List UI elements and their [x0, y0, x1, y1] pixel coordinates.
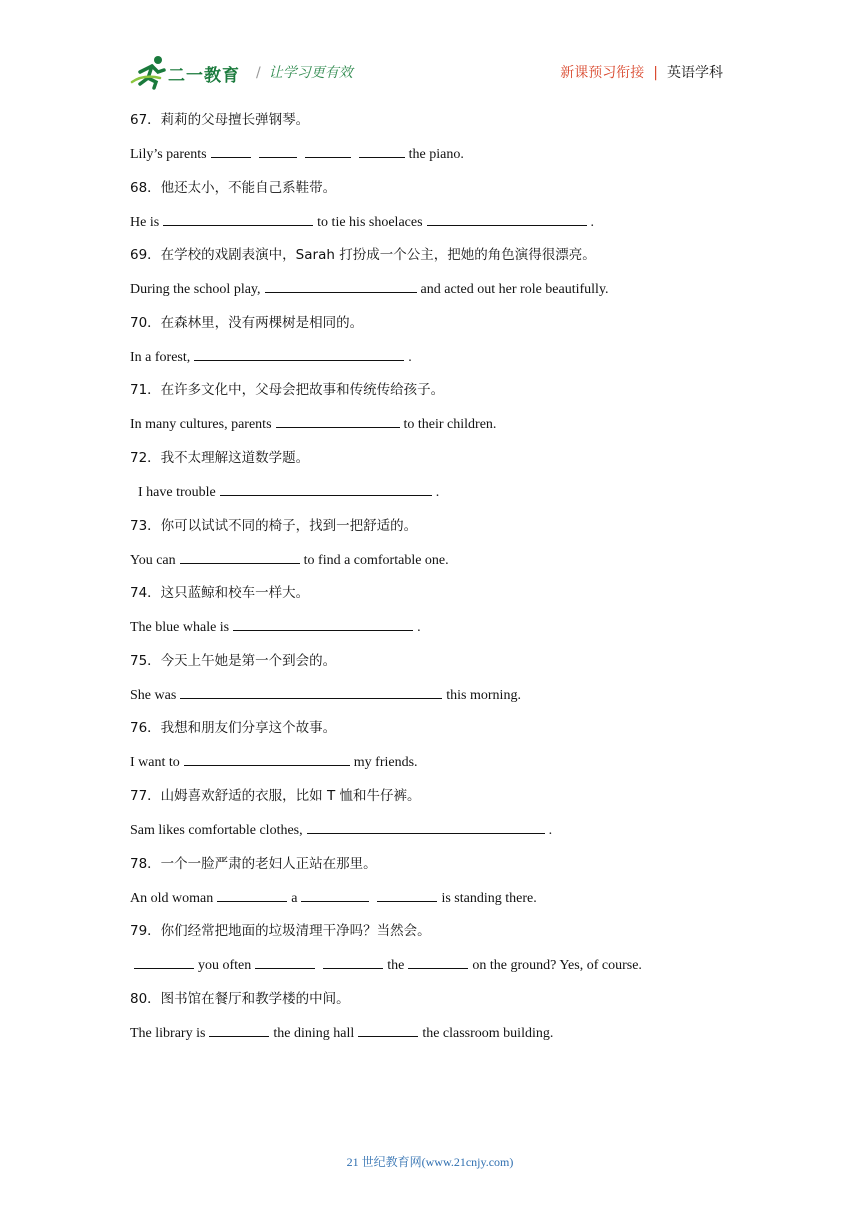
answer-blank[interactable] [134, 955, 194, 969]
sentence-fragment: you often [198, 958, 252, 974]
answer-blank[interactable] [427, 212, 587, 226]
sentence-fragment: In many cultures, parents [130, 417, 272, 433]
sentence-fragment: this morning. [446, 687, 521, 703]
question-sentence-80 [130, 1023, 553, 1044]
answer-blank[interactable] [305, 144, 351, 158]
sentence-fragment: I want to [130, 755, 180, 771]
question-prompt-74: 74．这只蓝鲸和校车一样大。 [130, 585, 310, 602]
question-sentence-70 [130, 347, 412, 368]
question-sentence-79 [130, 955, 642, 976]
sentence-fragment: The blue whale is [130, 620, 230, 636]
question-sentence-68 [130, 212, 594, 233]
question-prompt-73: 73．你可以试试不同的椅子，找到一把舒适的。 [130, 517, 418, 534]
sentence-fragment: I have trouble [138, 485, 216, 500]
sentence-fragment: He is [130, 214, 160, 230]
question-sentence-74 [130, 617, 421, 638]
logo-text: 二一教育 [168, 66, 240, 86]
answer-blank[interactable] [209, 1023, 269, 1037]
sentence-fragment: the dining hall [273, 1025, 355, 1041]
sentence-fragment: . [435, 485, 440, 500]
answer-blank[interactable] [276, 414, 400, 428]
sentence-fragment: is standing there. [441, 890, 537, 906]
question-sentence-72 [138, 482, 439, 503]
sentence-fragment: You can [130, 552, 176, 568]
question-sentence-77 [130, 820, 552, 841]
sentence-fragment: a [291, 890, 298, 906]
footer-source: 21 世纪教育网(www.21cnjy.com) [346, 1155, 514, 1169]
answer-blank[interactable] [265, 279, 417, 293]
sentence-fragment: . [408, 349, 412, 365]
sentence-fragment: . [417, 620, 421, 636]
sentence-fragment: my friends. [353, 755, 418, 771]
header-right [560, 62, 723, 82]
answer-blank[interactable] [180, 685, 442, 699]
sentence-fragment: the [387, 958, 405, 974]
answer-blank[interactable] [180, 550, 300, 564]
sentence-fragment: to their children. [403, 417, 497, 433]
sentence-fragment: . [590, 214, 595, 230]
logo [130, 52, 245, 92]
question-prompt-69: 69．在学校的戏剧表演中，Sarah 打扮成一个公主，把她的角色演得很漂亮。 [130, 247, 596, 264]
question-prompt-75: 75．今天上午她是第一个到会的。 [130, 652, 337, 669]
question-prompt-79: 79．你们经常把地面的垃圾清理干净吗？当然会。 [130, 923, 431, 940]
question-prompt-72: 72．我不太理解这道数学题。 [130, 450, 310, 466]
sentence-fragment: the piano. [408, 147, 464, 162]
sentence-fragment: An old woman [130, 890, 214, 906]
question-sentence-69 [130, 279, 609, 300]
sentence-fragment: Sam likes comfortable clothes, [130, 823, 303, 838]
answer-blank[interactable] [255, 955, 315, 969]
slogan-text: 让学习更有效 [268, 65, 353, 81]
answer-blank[interactable] [163, 212, 313, 226]
question-sentence-76 [130, 752, 418, 773]
sentence-fragment: She was [130, 687, 177, 703]
sentence-fragment: . [548, 823, 553, 838]
answer-blank[interactable] [358, 1023, 418, 1037]
answer-blank[interactable] [323, 955, 383, 969]
question-prompt-71: 71．在许多文化中，父母会把故事和传统传给孩子。 [130, 382, 445, 399]
question-prompt-78: 78．一个一脸严肃的老妇人正站在那里。 [130, 855, 377, 872]
question-sentence-73 [130, 550, 449, 571]
sentence-fragment: In a forest, [130, 349, 191, 365]
question-sentence-78 [130, 888, 537, 909]
question-prompt-67: 67．莉莉的父母擅长弹钢琴。 [130, 112, 310, 128]
question-prompt-68: 68．他还太小，不能自己系鞋带。 [130, 179, 337, 196]
question-prompt-76: 76．我想和朋友们分享这个故事。 [130, 720, 337, 737]
sentence-fragment: to tie his shoelaces [317, 214, 423, 230]
answer-blank[interactable] [220, 482, 432, 496]
slogan [256, 62, 353, 82]
sentence-fragment: Lily’s parents [130, 147, 207, 162]
question-sentence-67 [130, 144, 464, 165]
answer-blank[interactable] [301, 888, 369, 902]
slogan-divider: / [256, 65, 261, 81]
answer-blank[interactable] [359, 144, 405, 158]
answer-blank[interactable] [377, 888, 437, 902]
course-link[interactable]: 新课预习衔接 [560, 65, 645, 81]
answer-blank[interactable] [408, 955, 468, 969]
question-prompt-77: 77．山姆喜欢舒适的衣服，比如 T 恤和牛仔裤。 [130, 788, 421, 804]
sentence-fragment: on the ground? Yes, of course. [472, 958, 642, 974]
answer-blank[interactable] [307, 820, 545, 834]
question-sentence-75 [130, 685, 521, 706]
sentence-fragment: the classroom building. [422, 1025, 554, 1041]
page-header [0, 0, 860, 100]
answer-blank[interactable] [217, 888, 287, 902]
answer-blank[interactable] [184, 752, 350, 766]
header-divider: | [653, 65, 658, 81]
answer-blank[interactable] [259, 144, 297, 158]
sentence-fragment: and acted out her role beautifully. [420, 282, 609, 298]
question-prompt-70: 70．在森林里，没有两棵树是相同的。 [130, 314, 364, 331]
question-sentence-71 [130, 414, 496, 435]
answer-blank[interactable] [194, 347, 404, 361]
sentence-fragment: to find a comfortable one. [303, 552, 449, 568]
answer-blank[interactable] [233, 617, 413, 631]
question-prompt-80: 80．图书馆在餐厅和教学楼的中间。 [130, 990, 350, 1007]
subject-label: 英语学科 [667, 65, 723, 81]
answer-blank[interactable] [211, 144, 251, 158]
sentence-fragment: The library is [130, 1025, 206, 1041]
runner-logo-icon [130, 52, 170, 90]
sentence-fragment: During the school play, [130, 282, 261, 298]
